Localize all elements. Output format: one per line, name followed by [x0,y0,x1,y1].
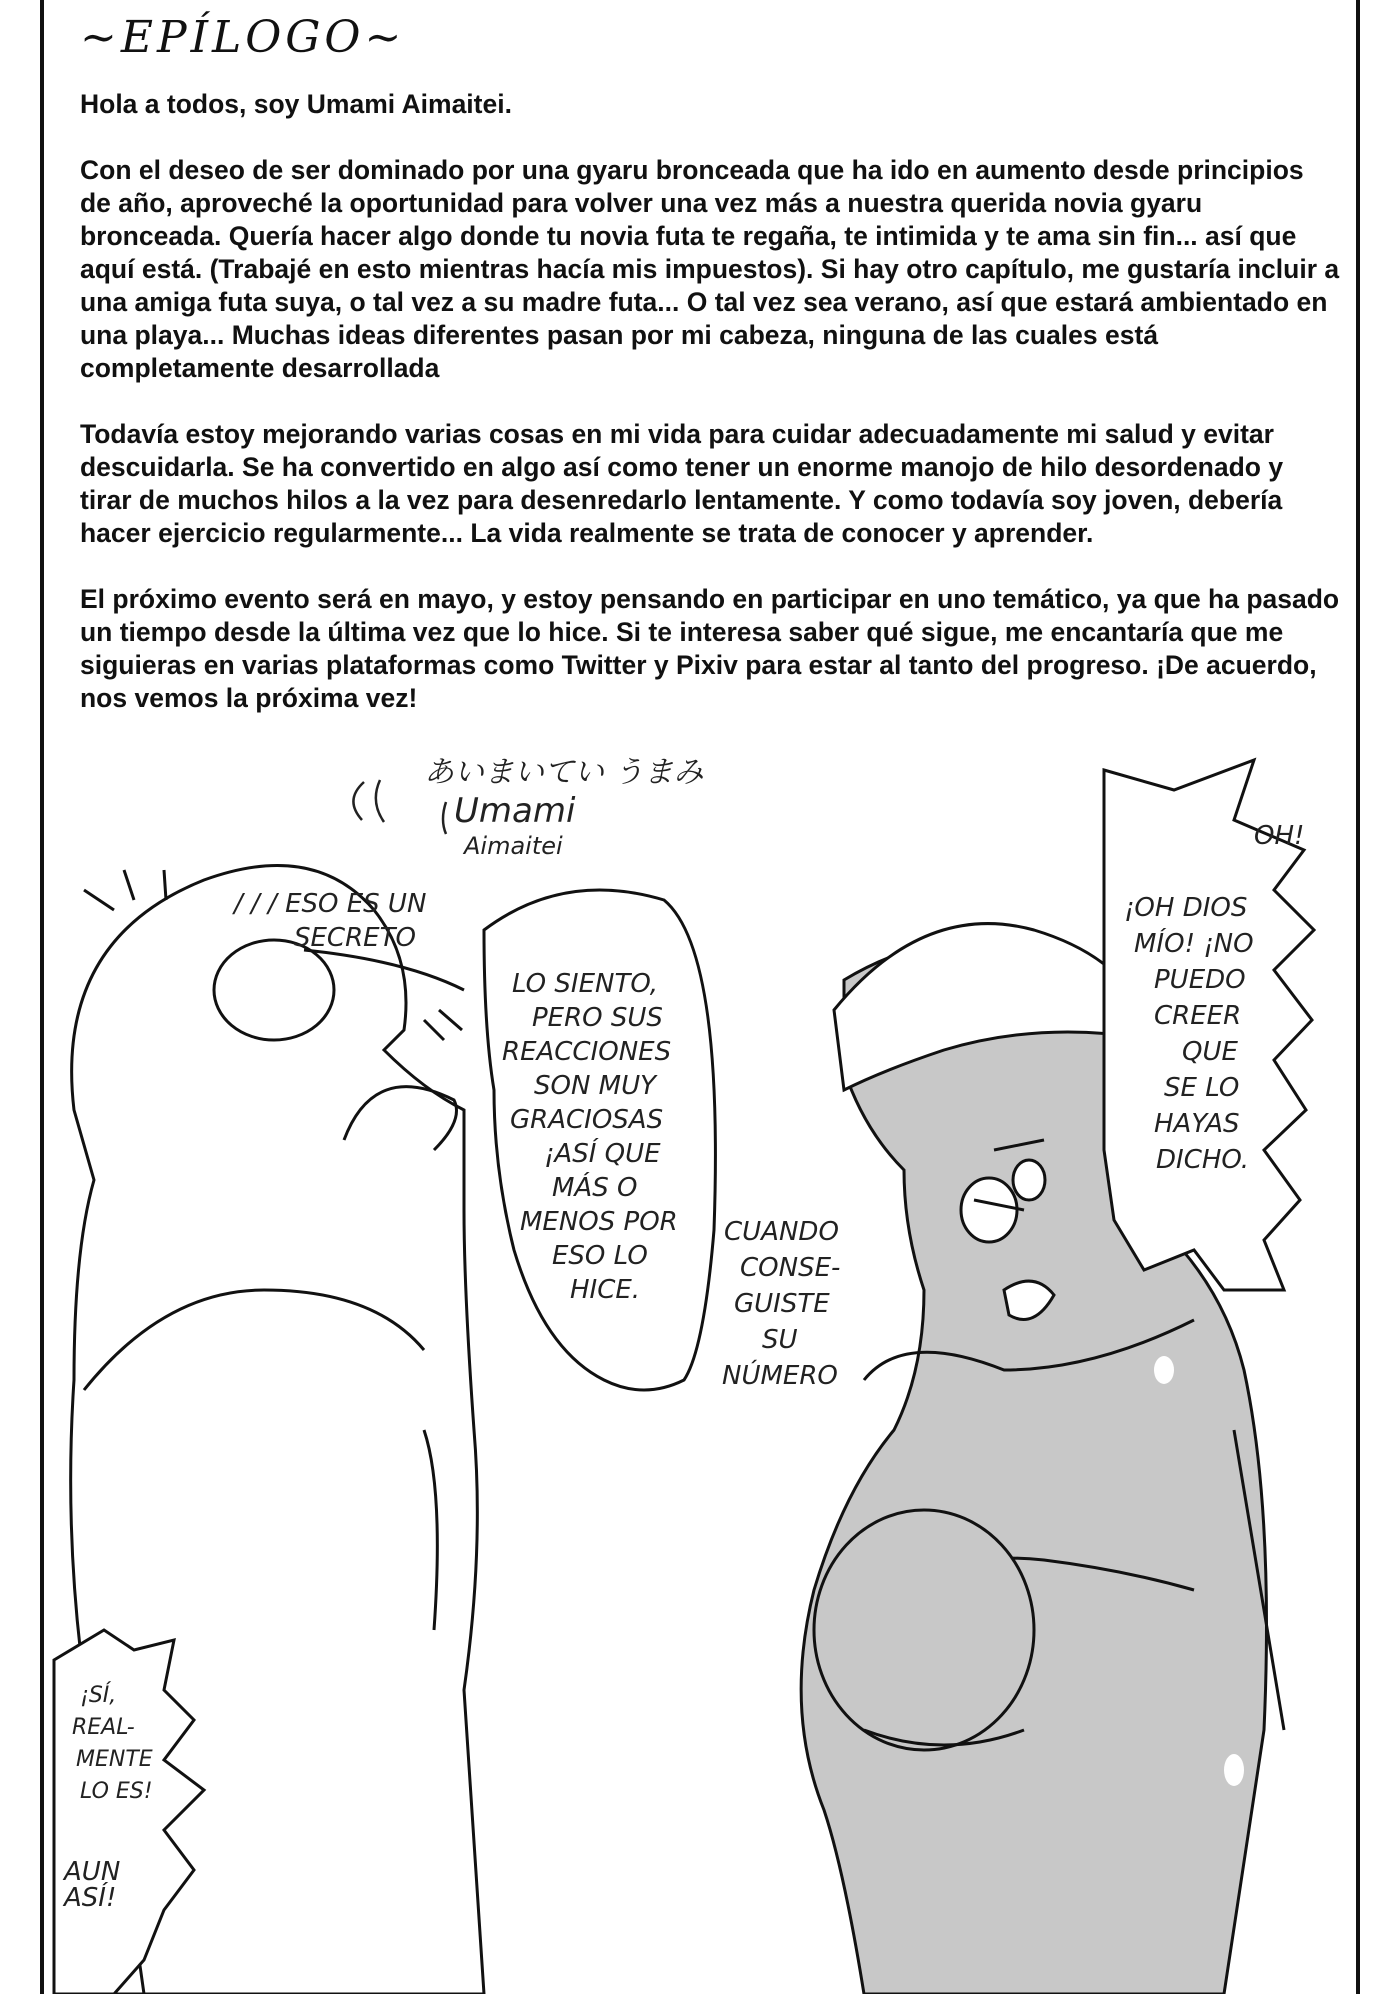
bubble-si-line-2: REAL- [72,1715,135,1740]
bubble-sorry-line-2: PERO SUS [532,1003,663,1033]
bubble-sorry-line-3: REACCIONES [502,1037,672,1067]
bubble-sorry-line-10: HICE. [570,1275,641,1305]
bubble-secret-line-1: / / / ESO ES UN [234,889,427,919]
bubble-oh-dios [1104,760,1314,1290]
bubble-sorry-line-4: SON MUY [534,1071,657,1101]
bubble-sorry-line-5: GRACIOSAS [510,1105,664,1135]
bubble-oh-line-1: OH! [1254,821,1305,851]
bubble-cuando-line-4: SU [762,1325,798,1355]
bubble-ohdios-line-5: QUE [1182,1037,1238,1067]
bubble-cuando-line-5: NÚMERO [722,1361,838,1391]
bubble-cuando-line-2: CONSE- [740,1253,841,1283]
bubble-ohdios-line-3: PUEDO [1154,965,1246,995]
bubble-sorry-line-1: LO SIENTO, [512,969,659,999]
page-title: ~EPÍLOGO~ [80,12,406,63]
signature-line2: Aimaitei [464,832,563,860]
bubble-cuando-line-3: GUISTE [734,1289,830,1319]
signature-line1: Umami [454,791,576,831]
paragraph-2: Todavía estoy mejorando varias cosas en mi vida para cuidar adecuadamente mi salud y evitar descuidarla. Se ha convertido en algo así como tener un enorme manojo de hilo desordenado y tirar de muchos hilos a la vez para desenredarlo lentamente. Y como todavía soy joven, debería hacer ejercicio regularmente... La vida realmente se trata de conocer y aprender. [80,419,1284,548]
bubble-ohdios-line-2: MÍO! ¡NO [1134,929,1254,959]
bubble-sorry-line-9: ESO LO [552,1241,648,1271]
author-signature [353,755,703,860]
bubble-ohdios-line-4: CREER [1154,1001,1242,1031]
signature-kana: あいまいてい うまみ [424,755,704,790]
bubble-cuando-line-1: CUANDO [724,1217,839,1247]
bubble-ohdios-line-1: ¡OH DIOS [1124,893,1248,923]
bubble-secret-line-2: SECRETO [294,923,416,953]
bubble-sorry [484,890,715,1390]
bubble-si-line-4: LO ES! [80,1779,153,1804]
greeting-paragraph: Hola a todos, soy Umami Aimaitei. [80,89,512,119]
paragraph-1: Con el deseo de ser dominado por una gyaru bronceada que ha ido en aumento desde principios de año, aproveché la oportunidad para volver una vez más a nuestra querida novia gyaru bronceada. Quería hacer algo donde tu novia futa te regaña, te intimida y te ama sin fin... así que aquí está. (Trabajé en esto mientras hacía mis impuestos). Si hay otro capítulo, me gustaría incluir a una amiga futa suya, o tal vez a su madre futa... O tal vez sea verano, así que estará ambientado en una playa... Muchas ideas diferentes pasan por mi cabeza, ninguna de las cuales está completamente desarrollada [80,155,1340,383]
paragraph-3: El próximo evento será en mayo, y estoy pensando en participar en uno temático, ya que ha pasado un tiempo desde la última vez que lo hice. Si te interesa saber qué sigue, me encantaría que me siguieras en varias plataformas como Twitter y Pixiv para estar al tanto del progreso. ¡De acuerdo, nos vemos la próxima vez! [80,584,1340,713]
bubble-aun-line-2: ASÍ! [64,1883,117,1913]
illustration [44,730,1356,1994]
bubble-sorry-line-8: MENOS POR [520,1207,678,1237]
bubble-ohdios-line-7: HAYAS [1154,1109,1240,1139]
illustration-svg [44,730,1356,1994]
afterword-text [80,88,1340,748]
bubble-ohdios-line-8: DICHO. [1156,1145,1250,1175]
bubble-aun-line-1: AUN [64,1857,121,1887]
bubble-sorry-line-6: ¡ASÍ QUE [544,1139,661,1169]
bubble-cuando [722,1217,840,1391]
bubble-sorry-line-7: MÁS O [552,1173,638,1203]
bubble-ohdios-line-6: SE LO [1164,1073,1240,1103]
bubble-si-line-1: ¡SÍ, [80,1683,117,1708]
panel-border-right [1356,0,1360,1994]
bubble-si-line-3: MENTE [76,1747,153,1772]
